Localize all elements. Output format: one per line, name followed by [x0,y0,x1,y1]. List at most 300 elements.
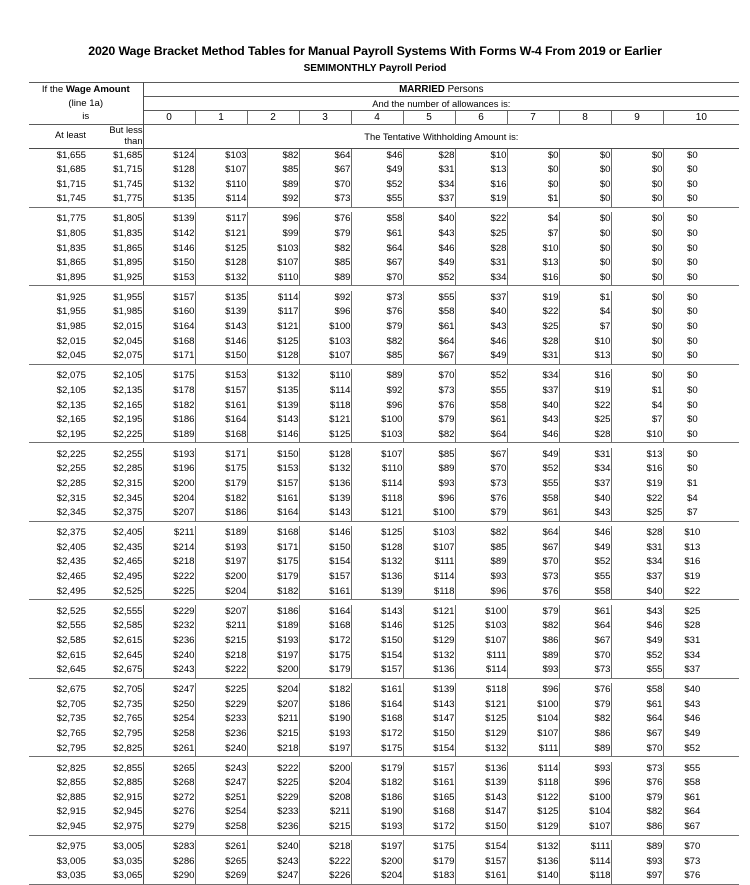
cell-withholding-4: $186 [351,791,403,806]
cell-withholding-4: $82 [351,335,403,350]
cell-at-least: $1,985 [56,321,86,333]
cell-withholding-4: $107 [351,448,403,463]
cell-withholding-2: $139 [247,399,299,414]
cell-withholding-4: $121 [351,506,403,521]
cell-withholding-0: $196 [143,462,195,477]
cell-withholding-4: $96 [351,399,403,414]
cell-withholding-8: $114 [559,855,611,870]
cell-withholding-8: $1 [559,291,611,306]
cell-withholding-9: $79 [611,791,663,806]
table-row [29,526,739,541]
cell-withholding-6: $31 [455,256,507,271]
cell-withholding-4: $157 [351,663,403,678]
cell-withholding-4: $46 [351,148,403,163]
cell-but-less-than: $2,105 [86,369,143,384]
cell-withholding-4: $100 [351,413,403,428]
cell-but-less-than: $2,735 [86,698,143,713]
cell-withholding-1: $189 [195,526,247,541]
cell-withholding-9: $46 [611,619,663,634]
cell-withholding-1: $179 [195,477,247,492]
cell-withholding-8: $96 [559,776,611,791]
cell-withholding-1: $265 [195,855,247,870]
cell-withholding-2: $82 [247,148,299,163]
cell-withholding-4: $139 [351,585,403,600]
cell-withholding-1: $121 [195,227,247,242]
cell-but-less-than: $1,985 [86,305,143,320]
cell-withholding-5: $143 [403,698,455,713]
wage-amount-line3: is [82,111,90,122]
cell-at-least: $2,255 [56,463,86,475]
cell-withholding-2: $132 [247,369,299,384]
cell-withholding-9: $0 [611,271,663,286]
cell-withholding-2: $85 [247,163,299,178]
cell-withholding-4: $61 [351,227,403,242]
page-title: 2020 Wage Bracket Method Tables for Manual Payroll Systems With Forms W-4 From 2019 or Earlier [88,44,662,58]
cell-but-less-than: $3,035 [86,855,143,870]
cell-withholding-4: $110 [351,462,403,477]
cell-withholding-3: $143 [299,506,351,521]
cell-withholding-8: $79 [559,698,611,713]
cell-withholding-8: $10 [559,335,611,350]
cell-withholding-5: $179 [403,855,455,870]
cell-but-less-than: $2,165 [86,399,143,414]
cell-withholding-7: $67 [507,541,559,556]
cell-withholding-2: $143 [247,413,299,428]
cell-withholding-1: $164 [195,413,247,428]
cell-withholding-10: $0 [686,227,698,239]
cell-withholding-3: $89 [299,271,351,286]
filing-status-header [143,83,739,97]
table-row [29,840,739,855]
cell-at-least: $2,735 [56,713,86,725]
cell-withholding-5: $111 [403,555,455,570]
cell-withholding-2: $175 [247,555,299,570]
cell-withholding-4: $182 [351,776,403,791]
cell-withholding-2: $247 [247,869,299,884]
cell-withholding-7: $22 [507,305,559,320]
cell-withholding-9: $0 [611,163,663,178]
cell-withholding-2: $168 [247,526,299,541]
cell-withholding-6: $154 [455,840,507,855]
cell-but-less-than: $2,825 [86,742,143,757]
cell-withholding-9: $76 [611,776,663,791]
cell-withholding-3: $76 [299,212,351,227]
cell-withholding-4: $197 [351,840,403,855]
cell-withholding-7: $70 [507,555,559,570]
cell-at-least: $2,705 [56,698,86,710]
cell-withholding-3: $118 [299,399,351,414]
table-head [29,83,739,149]
cell-withholding-4: $175 [351,742,403,757]
cell-withholding-5: $121 [403,605,455,620]
cell-withholding-5: $118 [403,585,455,600]
cell-withholding-9: $0 [611,349,663,364]
cell-withholding-8: $0 [559,192,611,207]
cell-withholding-9: $22 [611,492,663,507]
cell-withholding-2: $222 [247,762,299,777]
cell-withholding-8: $118 [559,869,611,884]
cell-withholding-3: $150 [299,541,351,556]
cell-withholding-6: $73 [455,477,507,492]
cell-withholding-9: $31 [611,541,663,556]
cell-withholding-5: $175 [403,840,455,855]
cell-withholding-6: $82 [455,526,507,541]
cell-withholding-6: $13 [455,163,507,178]
cell-withholding-2: $243 [247,855,299,870]
allowance-col-10: 10 [695,111,707,123]
cell-withholding-7: $73 [507,570,559,585]
cell-withholding-2: $117 [247,305,299,320]
cell-withholding-9: $61 [611,698,663,713]
table-row [29,212,739,227]
cell-at-least: $2,825 [56,762,86,774]
cell-at-least: $1,925 [56,291,86,303]
cell-withholding-0: $207 [143,506,195,521]
cell-withholding-1: $175 [195,462,247,477]
cell-withholding-0: $290 [143,869,195,884]
cell-withholding-6: $49 [455,349,507,364]
cell-withholding-1: $132 [195,271,247,286]
cell-withholding-1: $186 [195,506,247,521]
cell-withholding-0: $236 [143,634,195,649]
cell-at-least: $2,375 [56,527,86,539]
cell-withholding-5: $129 [403,634,455,649]
cell-withholding-3: $197 [299,742,351,757]
but-less-label: But less [109,124,143,135]
cell-withholding-2: $207 [247,698,299,713]
cell-withholding-2: $197 [247,649,299,664]
cell-withholding-0: $200 [143,477,195,492]
cell-withholding-2: $153 [247,462,299,477]
cell-withholding-6: $34 [455,271,507,286]
table-row [29,271,739,286]
cell-withholding-5: $64 [403,335,455,350]
cell-withholding-7: $132 [507,840,559,855]
cell-withholding-1: $251 [195,791,247,806]
cell-withholding-6: $143 [455,791,507,806]
cell-withholding-7: $16 [507,271,559,286]
cell-withholding-10: $0 [686,448,698,460]
cell-withholding-8: $55 [559,570,611,585]
cell-but-less-than: $1,895 [86,256,143,271]
cell-withholding-10: $0 [686,291,698,303]
table-row [29,649,739,664]
cell-withholding-8: $49 [559,541,611,556]
cell-withholding-2: $179 [247,570,299,585]
cell-withholding-9: $7 [611,413,663,428]
cell-at-least: $1,775 [56,213,86,225]
cell-withholding-9: $43 [611,605,663,620]
cell-withholding-2: $200 [247,663,299,678]
cell-at-least: $2,075 [56,370,86,382]
cell-at-least: $2,195 [29,428,86,443]
cell-withholding-3: $79 [299,227,351,242]
wage-amount-prefix: If the [41,84,66,95]
title-block [0,0,750,76]
cell-withholding-0: $132 [143,178,195,193]
cell-withholding-10: $0 [686,463,698,475]
cell-withholding-9: $67 [611,727,663,742]
cell-withholding-9: $0 [611,192,663,207]
cell-withholding-5: $165 [403,791,455,806]
cell-withholding-1: $114 [195,192,247,207]
cell-withholding-2: $114 [247,291,299,306]
cell-withholding-5: $107 [403,541,455,556]
cell-withholding-4: $128 [351,541,403,556]
cell-withholding-6: $40 [455,305,507,320]
cell-withholding-6: $150 [455,820,507,835]
cell-withholding-7: $7 [507,227,559,242]
cell-withholding-3: $215 [299,820,351,835]
cell-withholding-1: $153 [195,369,247,384]
cell-but-less-than: $2,855 [86,762,143,777]
cell-withholding-7: $10 [507,242,559,257]
cell-withholding-1: $218 [195,649,247,664]
cell-withholding-9: $70 [611,742,663,757]
cell-withholding-9: $34 [611,555,663,570]
cell-withholding-2: $107 [247,256,299,271]
cell-withholding-4: $103 [351,428,403,443]
cell-but-less-than: $2,315 [86,477,143,492]
cell-withholding-8: $4 [559,305,611,320]
cell-withholding-5: $82 [403,428,455,443]
cell-withholding-8: $52 [559,555,611,570]
cell-withholding-9: $0 [611,212,663,227]
table-row [29,698,739,713]
cell-withholding-1: $110 [195,178,247,193]
page-subtitle: SEMIMONTHLY Payroll Period [303,63,447,74]
cell-but-less-than: $2,435 [86,541,143,556]
cell-at-least: $1,835 [56,242,86,254]
cell-withholding-0: $189 [143,428,195,443]
cell-withholding-5: $85 [403,448,455,463]
cell-withholding-1: $143 [195,320,247,335]
cell-but-less-than: $2,915 [86,791,143,806]
cell-but-less-than: $1,775 [86,192,143,207]
allowance-col-7: 7 [507,110,559,124]
cell-withholding-3: $114 [299,384,351,399]
cell-withholding-3: $208 [299,791,351,806]
cell-but-less-than: $3,005 [86,840,143,855]
wage-amount-bold: Wage Amount [65,84,130,95]
cell-withholding-8: $64 [559,619,611,634]
cell-at-least: $2,045 [29,349,86,364]
table-row [29,619,739,634]
cell-withholding-6: $96 [455,585,507,600]
cell-withholding-10: $0 [686,213,698,225]
cell-withholding-9: $0 [611,291,663,306]
cell-withholding-8: $58 [559,585,611,600]
cell-withholding-0: $204 [143,492,195,507]
cell-withholding-0: $254 [143,712,195,727]
cell-but-less-than: $2,765 [86,712,143,727]
cell-withholding-9: $0 [611,335,663,350]
cell-withholding-8: $61 [559,605,611,620]
cell-withholding-0: $175 [143,369,195,384]
cell-withholding-7: $96 [507,683,559,698]
cell-withholding-1: $157 [195,384,247,399]
cell-but-less-than: $1,685 [86,148,143,163]
cell-withholding-10: $4 [686,492,698,504]
cell-withholding-7: $104 [507,712,559,727]
cell-but-less-than: $2,135 [86,384,143,399]
cell-at-least: $2,285 [56,477,86,489]
cell-withholding-4: $200 [351,855,403,870]
cell-withholding-10: $0 [686,257,698,269]
cell-withholding-5: $154 [403,742,455,757]
cell-at-least: $1,745 [29,192,86,207]
cell-withholding-8: $0 [559,227,611,242]
cell-withholding-9: $0 [611,242,663,257]
cell-withholding-9: $0 [611,227,663,242]
cell-withholding-0: $250 [143,698,195,713]
cell-at-least: $3,035 [29,869,86,884]
cell-but-less-than: $2,975 [86,820,143,835]
cell-withholding-3: $200 [299,762,351,777]
cell-withholding-2: $193 [247,634,299,649]
cell-withholding-7: $111 [507,742,559,757]
cell-withholding-1: $125 [195,242,247,257]
cell-withholding-3: $125 [299,428,351,443]
cell-withholding-0: $232 [143,619,195,634]
table-row [29,349,739,364]
cell-withholding-7: $25 [507,320,559,335]
cell-withholding-8: $46 [559,526,611,541]
cell-withholding-1: $135 [195,291,247,306]
cell-but-less-than: $2,045 [86,335,143,350]
cell-withholding-10: $55 [684,762,701,774]
cell-withholding-10: $73 [684,855,701,867]
cell-withholding-5: $157 [403,762,455,777]
cell-but-less-than: $2,645 [86,649,143,664]
cell-withholding-10: $0 [663,428,739,443]
cell-withholding-10: $61 [684,791,701,803]
cell-withholding-7: $40 [507,399,559,414]
cell-withholding-2: $218 [247,742,299,757]
table-row [29,227,739,242]
cell-withholding-5: $55 [403,291,455,306]
cell-withholding-0: $286 [143,855,195,870]
cell-withholding-7: $13 [507,256,559,271]
cell-withholding-9: $0 [611,369,663,384]
cell-withholding-6: $25 [455,227,507,242]
cell-withholding-6: $19 [455,192,507,207]
cell-withholding-3: $67 [299,163,351,178]
cell-withholding-9: $49 [611,634,663,649]
cell-at-least: $2,225 [56,448,86,460]
table-body [29,148,739,884]
cell-withholding-6: $136 [455,762,507,777]
cell-withholding-9: $25 [611,506,663,521]
cell-withholding-7: $46 [507,428,559,443]
tentative-amount-header: The Tentative Withholding Amount is: [143,124,739,148]
cell-withholding-6: $64 [455,428,507,443]
cell-withholding-10: $19 [684,571,701,583]
cell-withholding-3: $204 [299,776,351,791]
cell-withholding-0: $153 [143,271,195,286]
cell-withholding-10: $52 [663,742,739,757]
allowance-col-3: 3 [299,110,351,124]
cell-withholding-0: $214 [143,541,195,556]
table-row [29,335,739,350]
table-row [29,555,739,570]
cell-withholding-6: $28 [455,242,507,257]
table-row [29,791,739,806]
cell-withholding-8: $25 [559,413,611,428]
cell-withholding-6: $55 [455,384,507,399]
cell-withholding-0: $164 [143,320,195,335]
cell-withholding-10: $64 [684,806,701,818]
cell-withholding-9: $0 [611,178,663,193]
cell-withholding-8: $107 [559,820,611,835]
cell-at-least: $2,105 [56,384,86,396]
cell-withholding-0: $279 [143,820,195,835]
cell-at-least: $2,465 [56,571,86,583]
cell-withholding-5: $31 [403,163,455,178]
cell-withholding-10: $0 [686,370,698,382]
cell-withholding-5: $79 [403,413,455,428]
cell-withholding-1: $107 [195,163,247,178]
cell-withholding-9: $1 [611,384,663,399]
cell-withholding-3: $157 [299,570,351,585]
cell-but-less-than: $2,615 [86,634,143,649]
cell-withholding-7: $82 [507,619,559,634]
cell-withholding-2: $121 [247,320,299,335]
cell-withholding-10: $76 [663,869,739,884]
cell-withholding-1: $204 [195,585,247,600]
cell-withholding-7: $49 [507,448,559,463]
cell-withholding-1: $247 [195,776,247,791]
cell-withholding-5: $49 [403,256,455,271]
cell-withholding-10: $46 [684,713,701,725]
cell-withholding-7: $79 [507,605,559,620]
cell-withholding-0: $139 [143,212,195,227]
cell-withholding-0: $128 [143,163,195,178]
cell-withholding-7: $100 [507,698,559,713]
cell-withholding-1: $103 [195,148,247,163]
cell-withholding-1: $161 [195,399,247,414]
table-row [29,242,739,257]
cell-withholding-1: $233 [195,712,247,727]
cell-withholding-6: $46 [455,335,507,350]
cell-at-least: $1,895 [29,271,86,286]
cell-withholding-5: $89 [403,462,455,477]
cell-at-least: $1,715 [56,178,86,190]
cell-withholding-6: $79 [455,506,507,521]
cell-withholding-4: $52 [351,178,403,193]
allowance-col-9: 9 [611,110,663,124]
withholding-table [29,82,739,885]
cell-but-less-than: $1,835 [86,227,143,242]
cell-but-less-than: $2,285 [86,462,143,477]
cell-withholding-9: $89 [611,840,663,855]
cell-withholding-1: $243 [195,762,247,777]
cell-but-less-than: $2,375 [86,506,143,521]
cell-withholding-4: $204 [351,869,403,884]
cell-withholding-5: $96 [403,492,455,507]
cell-withholding-6: $161 [455,869,507,884]
cell-but-less-than: $1,865 [86,242,143,257]
cell-withholding-2: $215 [247,727,299,742]
cell-but-less-than: $2,225 [86,428,143,443]
cell-withholding-10: $0 [663,271,739,286]
cell-withholding-4: $154 [351,649,403,664]
allowance-col-0: 0 [143,110,195,124]
cell-withholding-7: $136 [507,855,559,870]
cell-withholding-2: $229 [247,791,299,806]
cell-withholding-7: $19 [507,291,559,306]
cell-withholding-0: $261 [143,742,195,757]
